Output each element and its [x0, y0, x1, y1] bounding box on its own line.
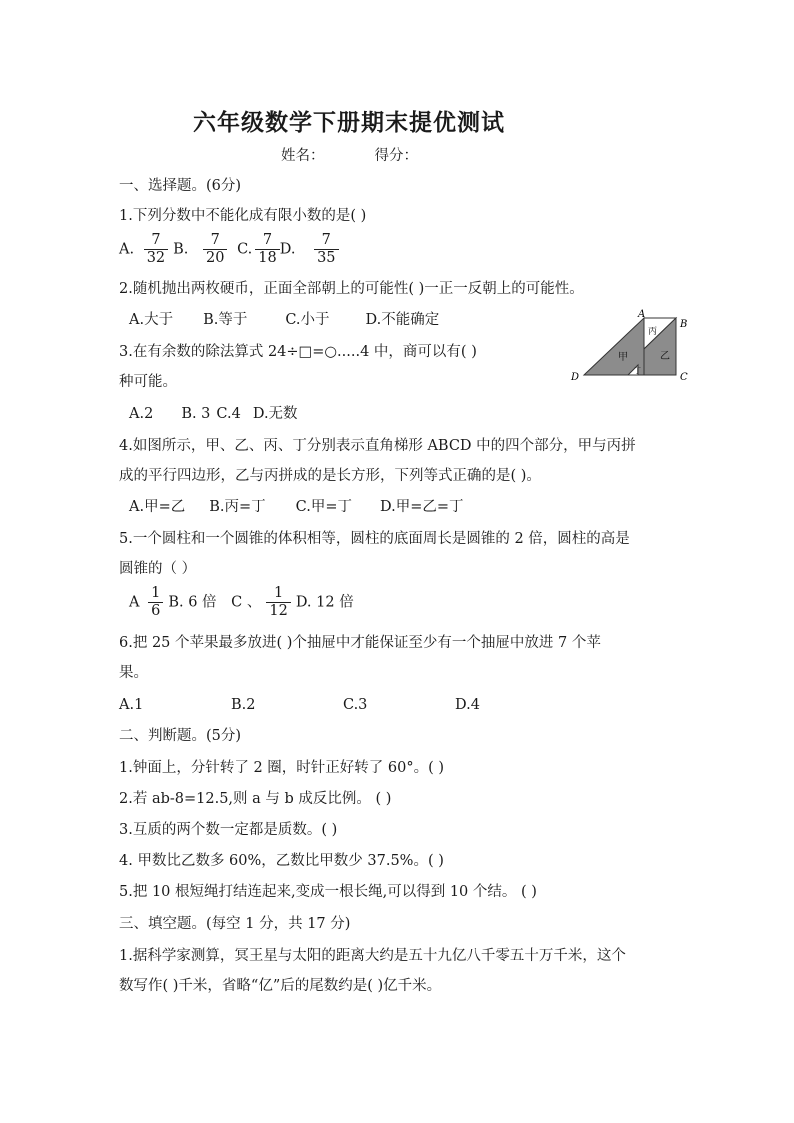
q4-opt-c: C.甲=丁 [295, 499, 352, 515]
q5-options [129, 585, 354, 620]
q1-text: 1.下列分数中不能化成有限小数的是( ) [119, 208, 367, 224]
q5-opt-d: D. 12 倍 [295, 594, 354, 611]
q6-opt-a: A.1 [119, 697, 144, 713]
point-d-label: D [571, 372, 580, 383]
score-label: 得分： [374, 148, 418, 164]
q2-text: 2.随机抛出两枚硬币，正面全部朝上的可能性( )一正一反朝上的可能性。 [119, 281, 584, 297]
point-a-label: A [638, 309, 646, 320]
judge-item-2: 2.若 ab-8=12.5,则 a 与 b 成反比例。 ( ) [119, 791, 392, 807]
region-yi-label: 乙 [660, 351, 670, 362]
region-jia-label: 甲 [618, 352, 628, 363]
q2-opt-b: B.等于 [203, 312, 248, 328]
q1-opt-d-fraction: $\frac{7}{35}$ [314, 232, 338, 267]
q6-opt-b: B.2 [231, 697, 256, 713]
q5-text-cont: 圆锥的（ ） [119, 561, 197, 577]
q4-opt-b: B.丙=丁 [209, 499, 266, 515]
q3-opt-a: A.2 [129, 406, 154, 422]
judge-item-5: 5.把 10 根短绳打结连起来,变成一根长绳,可以得到 10 个结。 ( ) [119, 884, 537, 900]
q6-text: 6.把 25 个苹果最多放进( )个抽屉中才能保证至少有一个抽屉中放进 7 个苹 [119, 635, 601, 651]
region-bing-label: 丙 [648, 327, 658, 337]
q3-opt-b: B. 3 [181, 406, 211, 422]
region-ding-label: 丁 [634, 367, 641, 375]
q2-opt-c: C.小于 [285, 312, 330, 328]
fill-q1-text-cont: 数写作( )千米，省略“亿”后的尾数约是( )亿千米。 [119, 978, 442, 994]
fill-q1-text: 1.据科学家测算，冥王星与太阳的距离大约是五十九亿八千零五十万千米，这个 [119, 948, 626, 964]
q4-text: 4.如图所示，甲、乙、丙、丁分别表示直角梯形 ABCD 中的四个部分，甲与丙拼 [119, 438, 636, 454]
section1-heading: 一、选择题。(6分) [119, 178, 242, 194]
q3-text-cont: 种可能。 [119, 374, 177, 390]
q1-opt-b-fraction: $\frac{7}{20}$ [203, 232, 227, 267]
q5-opt-a-fraction: $\frac{1}{6}$ [148, 585, 163, 620]
point-c-label: C [680, 372, 688, 383]
student-info [281, 146, 418, 166]
q6-opt-d: D.4 [455, 697, 480, 713]
q5-text: 5.一个圆柱和一个圆锥的体积相等，圆柱的底面周长是圆锥的 2 倍，圆柱的高是 [119, 531, 630, 547]
q3-options [129, 404, 298, 424]
q1-opt-a-label: A. [119, 241, 135, 258]
q5-opt-c: C 、 [231, 594, 262, 611]
q3-opt-d: D.无数 [252, 406, 298, 422]
q2-opt-a: A.大于 [129, 312, 174, 328]
q1-opt-d-label: D. [279, 241, 296, 258]
q2-options [129, 310, 439, 330]
q5-opt-a: A [129, 594, 140, 611]
q4-text-cont: 成的平行四边形，乙与丙拼成的是长方形，下列等式正确的是( )。 [119, 468, 541, 484]
trapezoid-figure [566, 308, 696, 384]
q1-opt-c-label: C. [237, 241, 253, 258]
q5-opt-b: B. 6 倍 [168, 594, 217, 611]
q1-opt-b-label: B. [173, 241, 189, 258]
q6-opt-c: C.3 [343, 697, 368, 713]
judge-item-4: 4. 甲数比乙数多 60%，乙数比甲数少 37.5%。( ) [119, 853, 444, 869]
q3-text: 3.在有余数的除法算式 24÷□=○.....4 中，商可以有( ) [119, 344, 477, 360]
q3-opt-c: C.4 [216, 406, 241, 422]
judge-item-1: 1.钟面上，分针转了 2 圈，时针正好转了 60°。( ) [119, 760, 445, 776]
q5-opt-c-fraction: $\frac{1}{12}$ [266, 585, 290, 620]
name-label: 姓名： [281, 148, 325, 164]
q1-opt-a-fraction: $\frac{7}{32}$ [144, 232, 168, 267]
q4-options [129, 497, 464, 517]
section3-heading: 三、填空题。(每空 1 分，共 17 分) [119, 916, 351, 932]
point-b-label: B [680, 319, 688, 330]
judge-item-3: 3.互质的两个数一定都是质数。( ) [119, 822, 338, 838]
page-title: 六年级数学下册期末提优测试 [193, 109, 505, 136]
q1-opt-c-fraction: $\frac{7}{18}$ [255, 232, 279, 267]
q2-opt-d: D.不能确定 [365, 312, 440, 328]
q1-options [119, 232, 344, 267]
q4-opt-a: A.甲=乙 [129, 499, 186, 515]
q6-text-cont: 果。 [119, 665, 148, 681]
q4-opt-d: D.甲=乙=丁 [380, 499, 464, 515]
section2-heading: 二、判断题。(5分) [119, 728, 242, 744]
